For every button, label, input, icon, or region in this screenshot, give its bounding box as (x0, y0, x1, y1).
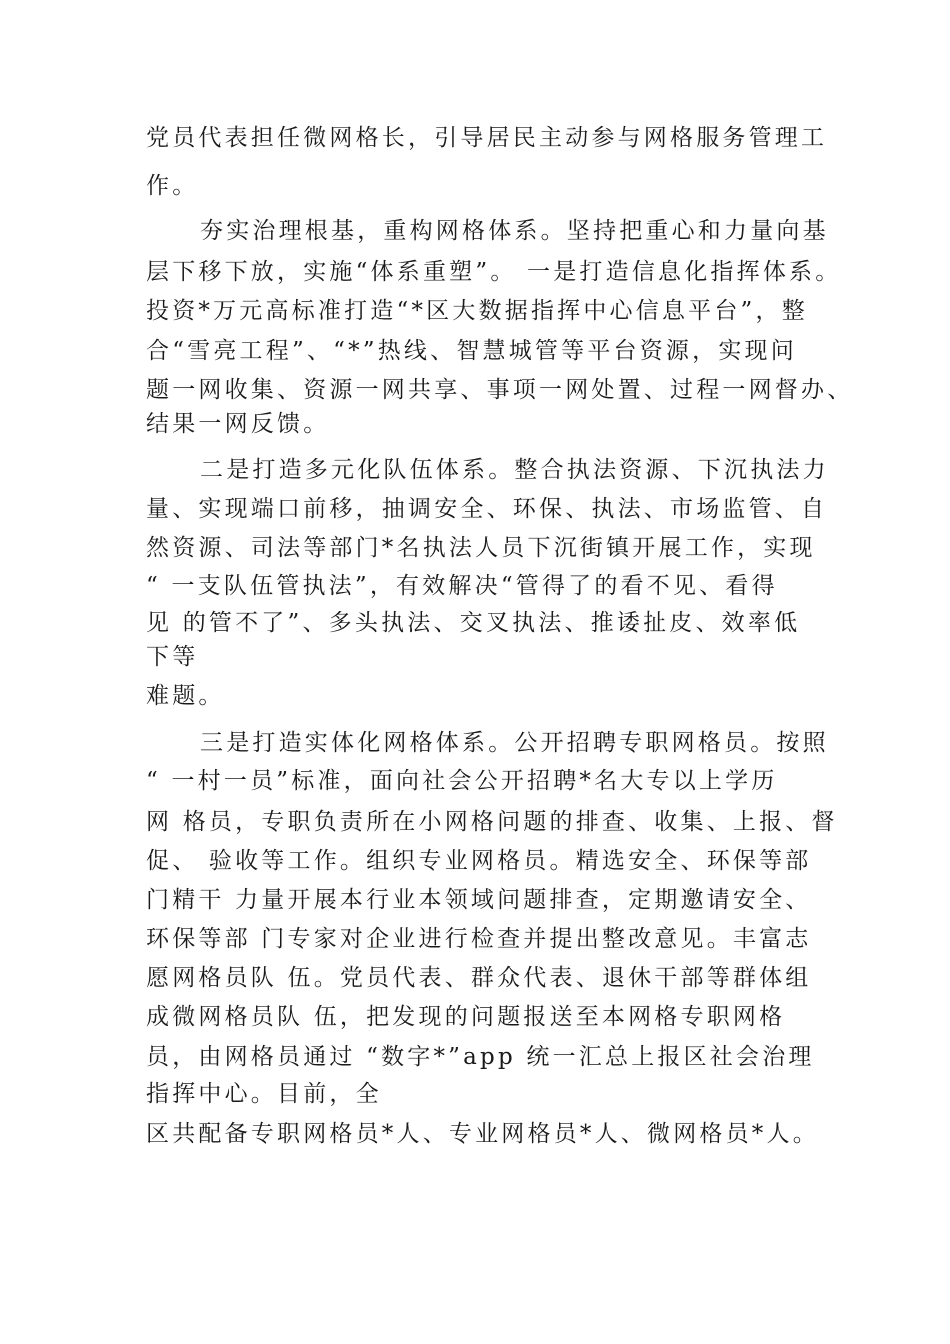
text-line: 网 格员，专职负责所在小网格问题的排查、收集、上报、督 (146, 809, 838, 835)
text-line: 结果一网反馈。 (146, 411, 330, 437)
text-line: 下等 (146, 644, 199, 670)
text-line: 见 的管不了”、多头执法、交叉执法、推诿扯皮、效率低 (146, 610, 801, 636)
text-line: 作。 (146, 173, 199, 199)
text-line: 合“雪亮工程”、“*”热线、智慧城管等平台资源，实现问 (146, 338, 797, 364)
text-line: 量、实现端口前移，抽调安全、环保、执法、市场监管、自 (146, 496, 828, 522)
text-line: 题一网收集、资源一网共享、事项一网处置、过程一网督办、 (146, 377, 854, 403)
text-line: 然资源、司法等部门*名执法人员下沉街镇开展工作，实现 (146, 535, 816, 561)
paragraph-start: 三是打造实体化网格体系。公开招聘专职网格员。按照 (200, 730, 829, 756)
text-line: “ 一支队伍管执法”，有效解决“管得了的看不见、看得 (146, 573, 778, 599)
text-line: “ 一村一员”标准，面向社会公开招聘*名大专以上学历 (146, 768, 778, 794)
text-line: 环保等部 门专家对企业进行检查并提出整改意见。丰富志 (146, 926, 812, 952)
paragraph-start: 夯实治理根基，重构网格体系。坚持把重心和力量向基 (200, 218, 829, 244)
text-line: 促、 验收等工作。组织专业网格员。精选安全、环保等部 (146, 848, 812, 874)
text-line: 层下移下放，实施“体系重塑”。 一是打造信息化指挥体系。 (146, 259, 842, 285)
text-line: 成微网格员队 伍，把发现的问题报送至本网格专职网格 (146, 1004, 786, 1030)
text-line: 门精干 力量开展本行业本领域问题排查，定期邀请安全、 (146, 887, 812, 913)
text-line: 区共配备专职网格员*人、专业网格员*人、微网格员*人。 (146, 1121, 819, 1147)
text-line: 党员代表担任微网格长，引导居民主动参与网格服务管理工 (146, 125, 828, 151)
paragraph-start: 二是打造多元化队伍体系。整合执法资源、下沉执法力 (200, 457, 829, 483)
text-line: 指挥中心。目前，全 (146, 1081, 382, 1107)
text-line: 愿网格员队 伍。党员代表、群众代表、退休干部等群体组 (146, 965, 812, 991)
text-line: 投资*万元高标准打造“*区大数据指挥中心信息平台”，整 (146, 298, 808, 324)
text-line: 员，由网格员通过 “数字*”app 统一汇总上报区社会治理 (146, 1044, 815, 1070)
text-line: 难题。 (146, 683, 225, 709)
